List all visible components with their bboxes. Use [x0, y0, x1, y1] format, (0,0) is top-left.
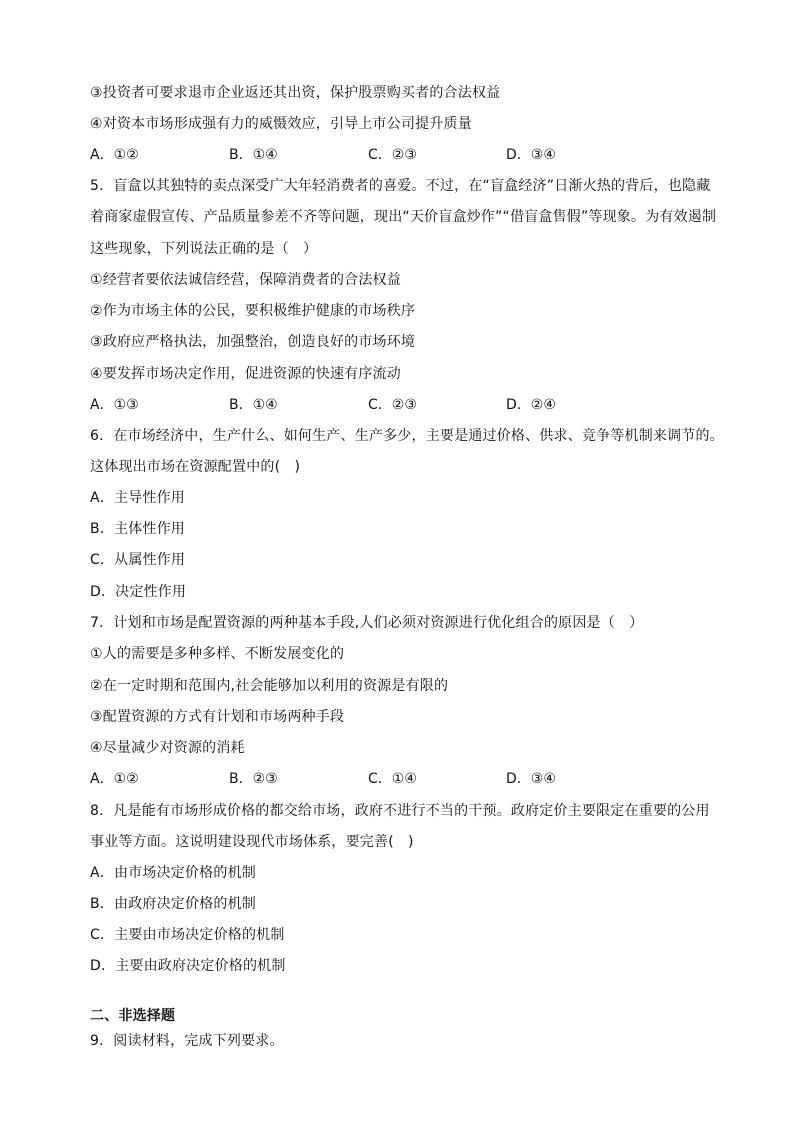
- q6-option-d: D．决定性作用: [90, 584, 187, 600]
- q5-statement-1: ①经营者要依法诚信经营，保障消费者的合法权益: [90, 272, 401, 288]
- q5-option-b: B．①④: [229, 397, 278, 413]
- q8-option-b: B．由政府决定价格的机制: [90, 896, 257, 912]
- section-2-heading: 二、非选择题: [90, 1008, 176, 1024]
- q4-option-a: A．①②: [90, 147, 139, 163]
- q7-option-b: B．②③: [229, 771, 278, 787]
- q5-statement-2: ②作为市场主体的公民，要积极维护健康的市场秩序: [90, 303, 416, 319]
- q7-option-d: D．③④: [506, 771, 556, 787]
- q7-option-a: A．①②: [90, 771, 139, 787]
- q4-statement-4: ④对资本市场形成强有力的威慑效应，引导上市公司提升质量: [90, 116, 472, 132]
- q7-statement-3: ③配置资源的方式有计划和市场两种手段: [90, 709, 345, 725]
- q6-option-a: A．主导性作用: [90, 490, 185, 506]
- q7-option-c: C．①④: [368, 771, 417, 787]
- q8-option-d: D．主要由政府决定价格的机制: [90, 958, 286, 974]
- q7-statement-1: ①人的需要是多种多样、不断发展变化的: [90, 646, 345, 662]
- q7-statement-2: ②在一定时期和范围内,社会能够加以利用的资源是有限的: [90, 678, 449, 694]
- q4-option-b: B．①④: [229, 147, 278, 163]
- q6-stem-line-2: 这体现出市场在资源配置中的( ): [90, 459, 301, 475]
- q5-stem-line-1: 5．盲盒以其独特的卖点深受广大年轻消费者的喜爱。不过，在“盲盒经济”日渐火热的背后，也隐藏: [90, 178, 711, 194]
- q4-option-d: D．③④: [506, 147, 556, 163]
- q5-stem-line-2: 着商家虚假宣传、产品质量参差不齐等问题，现出“天价盲盒炒作”“借盲盒售假”等现象。为有效遏制: [90, 209, 717, 225]
- q6-option-c: C．从属性作用: [90, 552, 186, 568]
- q5-stem-line-3: 这些现象，下列说法正确的是（ ）: [90, 241, 318, 257]
- q6-option-b: B．主体性作用: [90, 521, 186, 537]
- q5-option-a: A．①③: [90, 397, 139, 413]
- q5-statement-3: ③政府应严格执法，加强整治，创造良好的市场环境: [90, 334, 416, 350]
- q9-stem: 9．阅读材料，完成下列要求。: [90, 1033, 284, 1049]
- q4-statement-3: ③投资者可要求退市企业返还其出资，保护股票购买者的合法权益: [90, 85, 501, 101]
- q8-option-c: C．主要由市场决定价格的机制: [90, 927, 285, 943]
- q8-option-a: A．由市场决定价格的机制: [90, 865, 256, 881]
- q5-option-c: C．②③: [368, 397, 417, 413]
- q5-option-d: D．②④: [506, 397, 556, 413]
- q6-stem-line-1: 6．在市场经济中，生产什么、如何生产、生产多少，主要是通过价格、供求、竞争等机制来调节的。: [90, 428, 724, 444]
- q7-stem: 7．计划和市场是配置资源的两种基本手段,人们必须对资源进行优化组合的原因是（ ）: [90, 615, 644, 631]
- q4-option-c: C．②③: [368, 147, 417, 163]
- q5-statement-4: ④要发挥市场决定作用，促进资源的快速有序流动: [90, 366, 401, 382]
- q8-stem-line-2: 事业等方面。这说明建设现代市场体系，要完善( ): [90, 834, 414, 850]
- q7-statement-4: ④尽量减少对资源的消耗: [90, 740, 245, 756]
- q8-stem-line-1: 8．凡是能有市场形成价格的都交给市场，政府不进行不当的干预。政府定价主要限定在重要的公用: [90, 803, 710, 819]
